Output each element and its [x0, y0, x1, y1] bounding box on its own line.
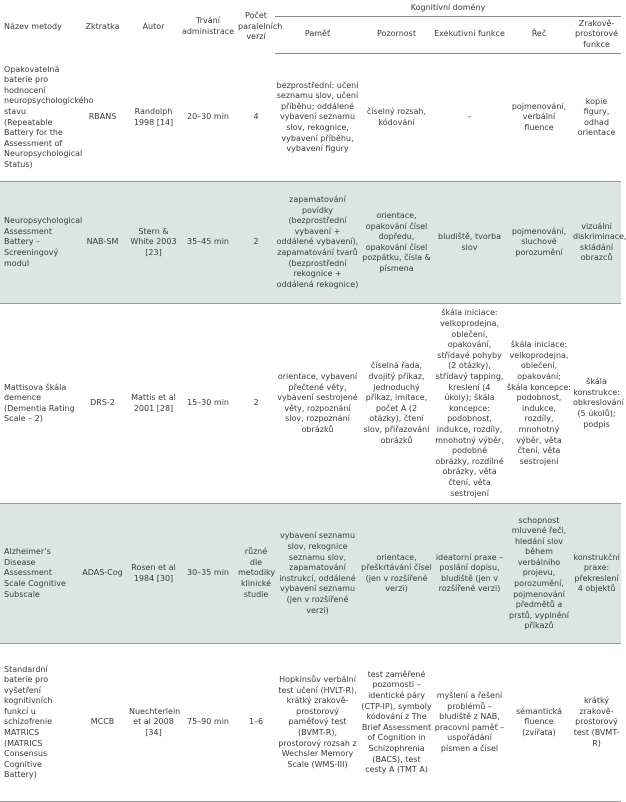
visuospatial-cell: vizuální diskriminace, skládání obrazců: [573, 221, 626, 263]
header-method: Název metody: [4, 21, 62, 31]
header-duration: Trvání administrace: [181, 16, 235, 36]
method-cell: Neuropsychological Assessment Battery – Screeningový modul: [4, 216, 83, 268]
author-cell: Nuechterlein et al 2008 [34]: [129, 706, 181, 738]
speech-cell: sémantická fluence (zvířata): [515, 706, 562, 738]
table-row: [0, 504, 621, 644]
header-memory: Paměť: [275, 16, 360, 54]
table-row: [0, 644, 621, 802]
visuospatial-cell: konstrukční praxe: překreslení 4 objektů: [573, 552, 620, 594]
method-cell: Mattisova škála demence (Dementia Rating Scale – 2): [4, 382, 75, 424]
header-executive: Exekutivní funkce: [433, 16, 506, 54]
header-speech: Řeč: [506, 16, 572, 54]
table-row: [0, 182, 621, 304]
versions-cell: 1–6: [248, 717, 264, 727]
visuospatial-cell: kopie figury, odhad orientace: [577, 96, 616, 138]
method-cell: Standardní baterie pro vyšetření kognitivních funkcí u schizofrenie MATRICS (MATRICS Consensus Cognitive Battery): [4, 664, 53, 780]
method-cell: Alzheimer’s Disease Assessment Scale Cognitive Subscale: [4, 547, 66, 599]
speech-cell: pojmenování, verbální fluence: [511, 101, 567, 133]
memory-cell: bezprostřední: učení seznamu slov, učení příběhu; oddálené vybavení seznamu slov, rekognice, vybavení příběhu, vybavení figury: [276, 80, 359, 154]
visuospatial-cell: krátký zrakově-prostorový test (BVMT-R): [573, 696, 620, 748]
versions-cell: 2: [253, 398, 259, 408]
header-parallel-versions: Počet paralelních verzí: [238, 11, 283, 42]
attention-cell: orientace, přeškrtávání čísel (jen v rozšířené verzi): [361, 552, 432, 594]
author-cell: Rosen et al 1984 [30]: [131, 563, 176, 583]
memory-cell: Hopkinsův verbální test učení (HVLT-R), krátký zrakově-prostorový paměťový test (BVMT-R), prostorový rozsah z Wechsler Memory Scale (WMS-III): [278, 675, 357, 769]
memory-cell: zapamatování povídky (bezprostřední vybavení + oddálené vybavení), zapamatování tvarů (bezprostřední rekognice + oddálená rekognice): [276, 195, 359, 289]
speech-cell: schopnost mluvené řeči, hledání slov během verbálního projevu, porozumění, pojmenování předmětů a prstů, vyplnění příkazů: [509, 515, 569, 631]
abbreviation-cell: RBANS: [88, 112, 117, 122]
author-cell: Stern & White 2003 [23]: [130, 226, 177, 258]
header-attention: Pozornost: [360, 16, 433, 54]
attention-cell: číselná řada, dvojitý příkaz, jednoduchý příkaz, imitace, počet A (2 otázky), čtení slov, přiřazování obrázků: [363, 361, 430, 445]
duration-cell: 30–35 min: [187, 568, 229, 578]
executive-cell: škála iniciace: velkoprodejna, oblečení, opakování, střídavé pohyby (2 otázky), střídavý tapping, kreslení (4 úkoly); škála koncepce: podobnost, indukce, rozdíly, mnohotný výběr, podobné obrázky, rozdílné obrázky, věta čtení, věta sestrojení: [435, 308, 504, 498]
speech-cell: pojmenování, sluchové porozumění: [511, 226, 567, 258]
header-author: Autor: [142, 21, 165, 31]
executive-cell: myšlení a řešení problémů – bludiště z NAB, pracovní paměť – uspořádání písmen a čísel: [434, 691, 505, 753]
header-visuospatial: Zrakově-prostorové funkce: [572, 16, 621, 54]
abbreviation-cell: NAB-SM: [86, 237, 119, 247]
header-abbreviation: Zktratka: [85, 21, 120, 31]
attention-cell: test zaměřené pozornosti – identické páry (CTP-IP), symboly kódování z The Brief Assessment of Cognition in Schizophrenia (BACS), test cesty A (TMT A): [361, 669, 432, 775]
speech-cell: škála iniciace: velkoprodejna, oblečení, opakování; škála koncepce: podobnost, indukce, rozdíly, mnohotný výběr, věta čtení, věta sestrojení: [507, 340, 571, 466]
duration-cell: 15–30 min: [187, 398, 229, 408]
author-cell: Mattis et al 2001 [28]: [131, 393, 176, 413]
method-cell: Opakovatelná baterie pro hodnocení neuropsychologického stavu (Repeatable Battery for the Assessment of Neuropsychological Status): [4, 64, 94, 169]
attention-cell: číselný rozsah, kódování: [366, 107, 427, 127]
duration-cell: 75–90 min: [187, 717, 229, 727]
attention-cell: orientace, opakování čísel dopředu, opakování čísel pozpátku, čísla & písmena: [362, 211, 431, 273]
memory-cell: vybavení seznamu slov, rekognice seznamu slov, zapamatování instrukcí, oddálené vybavení seznamu (jen v rozšířené verzi): [279, 531, 356, 615]
versions-cell: 2: [253, 237, 259, 247]
table-row: [0, 304, 621, 504]
table-row: [0, 54, 621, 182]
header-cognitive-domains: Kognitivní domény: [275, 0, 621, 16]
executive-cell: bludiště, tvorba slov: [437, 232, 502, 252]
memory-cell: orientace, vybavení přečtené věty, vybavení sestrojené věty, rozpoznání slov, rozpoznání obrázků: [277, 372, 358, 434]
author-cell: Randolph 1998 [14]: [133, 106, 174, 127]
abbreviation-cell: MCCB: [90, 717, 115, 727]
duration-cell: 35–45 min: [187, 237, 229, 247]
executive-cell: ideatorní praxe – poslání dopisu, bludiště (jen v rozšířené verzi): [435, 552, 504, 594]
duration-cell: 20–30 min: [187, 112, 229, 122]
executive-cell: –: [467, 112, 472, 122]
abbreviation-cell: ADAS-Cog: [82, 568, 123, 578]
visuospatial-cell: škála konstrukce: obkreslování (5 úkolů); podpis: [573, 377, 624, 429]
abbreviation-cell: DRS-2: [90, 398, 115, 408]
versions-cell: různé dle metodiky klinické studie: [238, 547, 276, 599]
versions-cell: 4: [253, 112, 259, 122]
